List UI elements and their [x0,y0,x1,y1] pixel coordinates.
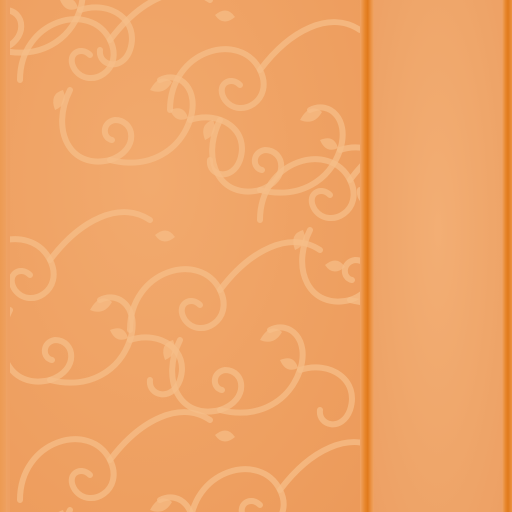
damask-panel [10,0,360,512]
right-orange-stripe [502,0,512,512]
center-orange-stripe [360,0,374,512]
left-edge-stripe [0,0,6,512]
plain-panel [374,0,502,512]
damask-scroll-pattern [10,0,360,512]
